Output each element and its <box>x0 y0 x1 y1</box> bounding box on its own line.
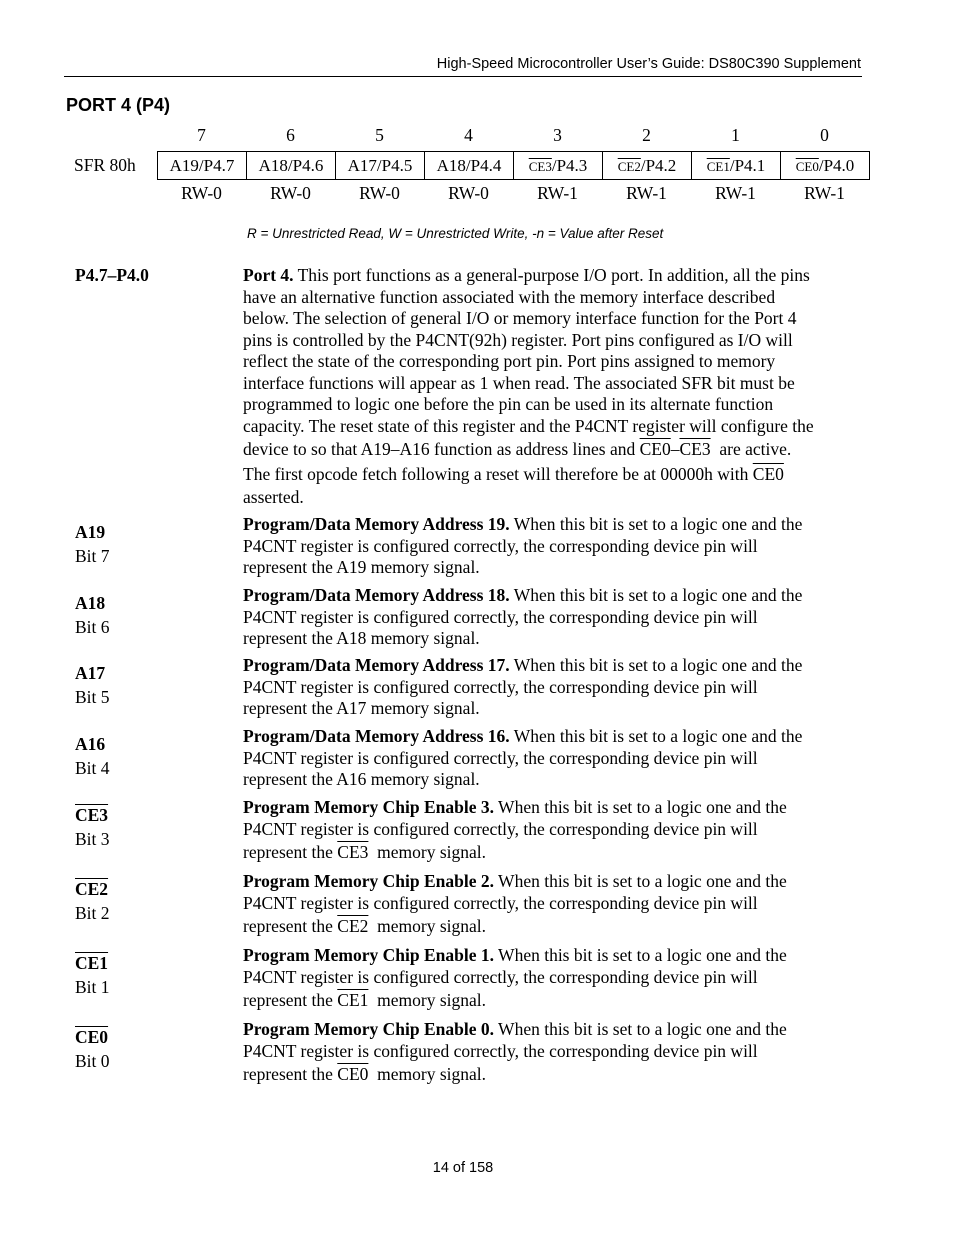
desc-line: asserted. <box>243 487 304 507</box>
desc-line: P4CNT register is configured correctly, the corresponding device pin will <box>243 676 758 697</box>
desc-line: P4CNT register is configured correctly, the corresponding device pin will <box>243 966 758 987</box>
bit-position: Bit 2 <box>75 903 110 923</box>
bit-name: CE1 <box>75 953 109 973</box>
access-value: RW-0 <box>448 183 489 203</box>
bit-description <box>243 585 863 650</box>
cell-text: A17/P4.5 <box>347 155 413 175</box>
page-number: 14 of 158 <box>432 1160 494 1176</box>
desc-line: reflect the state of the corresponding port pin. Port pins assigned to memory <box>243 351 776 371</box>
bit-name: CE2 <box>75 879 109 899</box>
bit-label <box>75 803 110 851</box>
overbar-signal: CE2 <box>337 916 369 936</box>
bit-label <box>75 951 110 999</box>
desc-text: represent the <box>243 1064 333 1084</box>
register-cell <box>247 152 336 180</box>
cell-text: /P4.3 <box>551 155 588 175</box>
bit-position: Bit 0 <box>75 1051 110 1071</box>
cell-overbar-text: CE3 <box>528 158 552 174</box>
cell-overbar-text: CE2 <box>617 158 641 174</box>
desc-line <box>243 840 863 865</box>
cell-text: A18/P4.6 <box>258 155 324 175</box>
cell-text: /P4.1 <box>729 155 766 175</box>
cell-overbar-text: CE0 <box>795 158 819 174</box>
register-row <box>158 152 870 180</box>
bit-number: 3 <box>553 125 562 145</box>
overbar-signal: CE1 <box>337 990 369 1010</box>
access-value: RW-0 <box>270 183 311 203</box>
desc-line <box>243 988 863 1013</box>
desc-line: P4CNT register is configured correctly, the corresponding device pin will <box>243 1040 758 1061</box>
bit-name: A18 <box>75 593 106 613</box>
desc-line: When this bit is set to a logic one and the <box>498 871 787 891</box>
desc-line: P4CNT register is configured correctly, the corresponding device pin will <box>243 606 758 627</box>
desc-text: memory signal. <box>377 1064 487 1084</box>
desc-line: P4CNT register is configured correctly, the corresponding device pin will <box>243 535 758 556</box>
desc-line: When this bit is set to a logic one and the <box>498 945 787 965</box>
desc-text: represent the <box>243 916 333 936</box>
access-value: RW-0 <box>359 183 400 203</box>
section-title: PORT 4 (P4) <box>66 95 171 115</box>
bit-name: A19 <box>75 522 106 542</box>
cell-text: /P4.2 <box>640 155 677 175</box>
desc-text: memory signal. <box>377 990 487 1010</box>
register-cell <box>425 152 514 180</box>
bit-description <box>243 726 863 791</box>
bit-heading: Program/Data Memory Address 19. <box>243 514 510 534</box>
desc-text: are active. <box>719 439 792 459</box>
register-cell <box>781 152 870 180</box>
bit-position: Bit 4 <box>75 758 110 778</box>
overbar-signal: CE3 <box>679 439 711 459</box>
bit-number: 2 <box>642 125 651 145</box>
bit-description <box>243 655 863 720</box>
desc-text: memory signal. <box>377 842 487 862</box>
bit-label <box>75 1025 110 1073</box>
desc-line: pins is controlled by the P4CNT(92h) register. Port pins configured as I/O will <box>243 329 793 350</box>
bit-name: CE0 <box>75 1027 109 1047</box>
access-row <box>157 183 869 204</box>
register-cell <box>158 152 247 180</box>
overbar-signal: CE0 <box>639 439 671 459</box>
bit-description <box>243 871 863 939</box>
cell-text: /P4.0 <box>818 155 855 175</box>
bit-heading: Program/Data Memory Address 17. <box>243 655 510 675</box>
overbar-signal: CE0 <box>337 1064 369 1084</box>
desc-line: P4CNT register is configured correctly, the corresponding device pin will <box>243 892 758 913</box>
bit-description <box>243 945 863 1013</box>
bit-label <box>75 877 110 925</box>
bit-number: 7 <box>197 125 206 145</box>
bit-position: Bit 6 <box>75 617 110 637</box>
desc-line: When this bit is set to a logic one and the <box>513 726 803 746</box>
desc-line: When this bit is set to a logic one and the <box>513 655 803 675</box>
bit-heading: Program Memory Chip Enable 3. <box>243 797 494 817</box>
bit-number-row <box>157 125 869 146</box>
desc-line: P4CNT register is configured correctly, the corresponding device pin will <box>243 747 758 768</box>
running-header: High-Speed Microcontroller User’s Guide: DS80C390 Supplement <box>436 56 861 72</box>
access-value: RW-0 <box>181 183 222 203</box>
bit-label <box>75 520 110 568</box>
header-rule <box>64 76 862 77</box>
desc-text: The first opcode fetch following a reset will therefore be at 00000h with <box>243 464 749 484</box>
desc-text: – <box>670 439 680 459</box>
bit-name: CE3 <box>75 805 109 825</box>
desc-line: represent the A19 memory signal. <box>243 557 480 577</box>
desc-line: represent the A16 memory signal. <box>243 769 480 789</box>
desc-line: When this bit is set to a logic one and the <box>513 585 803 605</box>
overbar-signal: CE0 <box>752 464 784 484</box>
desc-text: device to so that A19–A16 function as address lines and <box>243 439 636 459</box>
bit-name: A17 <box>75 663 106 683</box>
cell-overbar-text: CE1 <box>706 158 730 174</box>
desc-line: When this bit is set to a logic one and the <box>498 797 787 817</box>
access-value: RW-1 <box>537 183 578 203</box>
desc-line: This port functions as a general-purpose I/O port. In addition, all the pins <box>297 265 810 285</box>
bit-heading: Program Memory Chip Enable 2. <box>243 871 494 891</box>
cell-text: A18/P4.4 <box>436 155 502 175</box>
bit-position: Bit 3 <box>75 829 110 849</box>
register-cell <box>514 152 603 180</box>
register-cell <box>692 152 781 180</box>
port-label-text: P4.7–P4.0 <box>75 265 149 285</box>
access-value: RW-1 <box>715 183 756 203</box>
desc-line: represent the A17 memory signal. <box>243 698 480 718</box>
desc-line: represent the A18 memory signal. <box>243 628 480 648</box>
bit-number: 6 <box>286 125 295 145</box>
bit-position: Bit 1 <box>75 977 110 997</box>
bit-description <box>243 797 863 865</box>
desc-line <box>243 1062 863 1087</box>
register-cell <box>603 152 692 180</box>
desc-line: When this bit is set to a logic one and the <box>513 514 803 534</box>
bit-description <box>243 514 863 579</box>
desc-line: P4CNT register is configured correctly, the corresponding device pin will <box>243 818 758 839</box>
desc-line: below. The selection of general I/O or memory interface function for the Port 4 <box>243 308 797 328</box>
desc-line: When this bit is set to a logic one and the <box>498 1019 787 1039</box>
bit-number: 4 <box>464 125 473 145</box>
port-heading: Port 4. <box>243 265 294 285</box>
desc-line <box>243 437 863 462</box>
access-value: RW-1 <box>626 183 667 203</box>
bit-position: Bit 7 <box>75 546 110 566</box>
register-bit-table <box>157 151 870 180</box>
bit-description <box>243 1019 863 1087</box>
sfr-address-label: SFR 80h <box>74 155 136 175</box>
register-cell <box>336 152 425 180</box>
desc-line: capacity. The reset state of this register and the P4CNT register will configure the <box>243 415 814 436</box>
bit-number: 0 <box>820 125 829 145</box>
bit-heading: Program/Data Memory Address 16. <box>243 726 510 746</box>
cell-text: A19/P4.7 <box>169 155 235 175</box>
bit-heading: Program Memory Chip Enable 1. <box>243 945 494 965</box>
desc-text: represent the <box>243 990 333 1010</box>
access-legend: R = Unrestricted Read, W = Unrestricted Write, -n = Value after Reset <box>247 226 664 241</box>
desc-line <box>243 462 863 487</box>
desc-line <box>243 914 863 939</box>
bit-name: A16 <box>75 734 106 754</box>
bit-number: 5 <box>375 125 384 145</box>
desc-line: have an alternative function associated with the memory interface described <box>243 286 776 307</box>
bit-heading: Program Memory Chip Enable 0. <box>243 1019 494 1039</box>
bit-heading: Program/Data Memory Address 18. <box>243 585 510 605</box>
desc-line: interface functions will appear as 1 when read. The associated SFR bit must be <box>243 372 795 393</box>
overbar-signal: CE3 <box>337 842 369 862</box>
desc-text: represent the <box>243 842 333 862</box>
desc-line: programmed to logic one before the pin can be used in its alternate function <box>243 394 774 414</box>
bit-number: 1 <box>731 125 740 145</box>
bit-label <box>75 732 110 780</box>
bit-label <box>75 661 110 709</box>
port-description <box>243 265 863 509</box>
desc-text: memory signal. <box>377 916 487 936</box>
port-label <box>75 263 149 287</box>
access-value: RW-1 <box>804 183 845 203</box>
bit-label <box>75 591 110 639</box>
bit-position: Bit 5 <box>75 687 110 707</box>
